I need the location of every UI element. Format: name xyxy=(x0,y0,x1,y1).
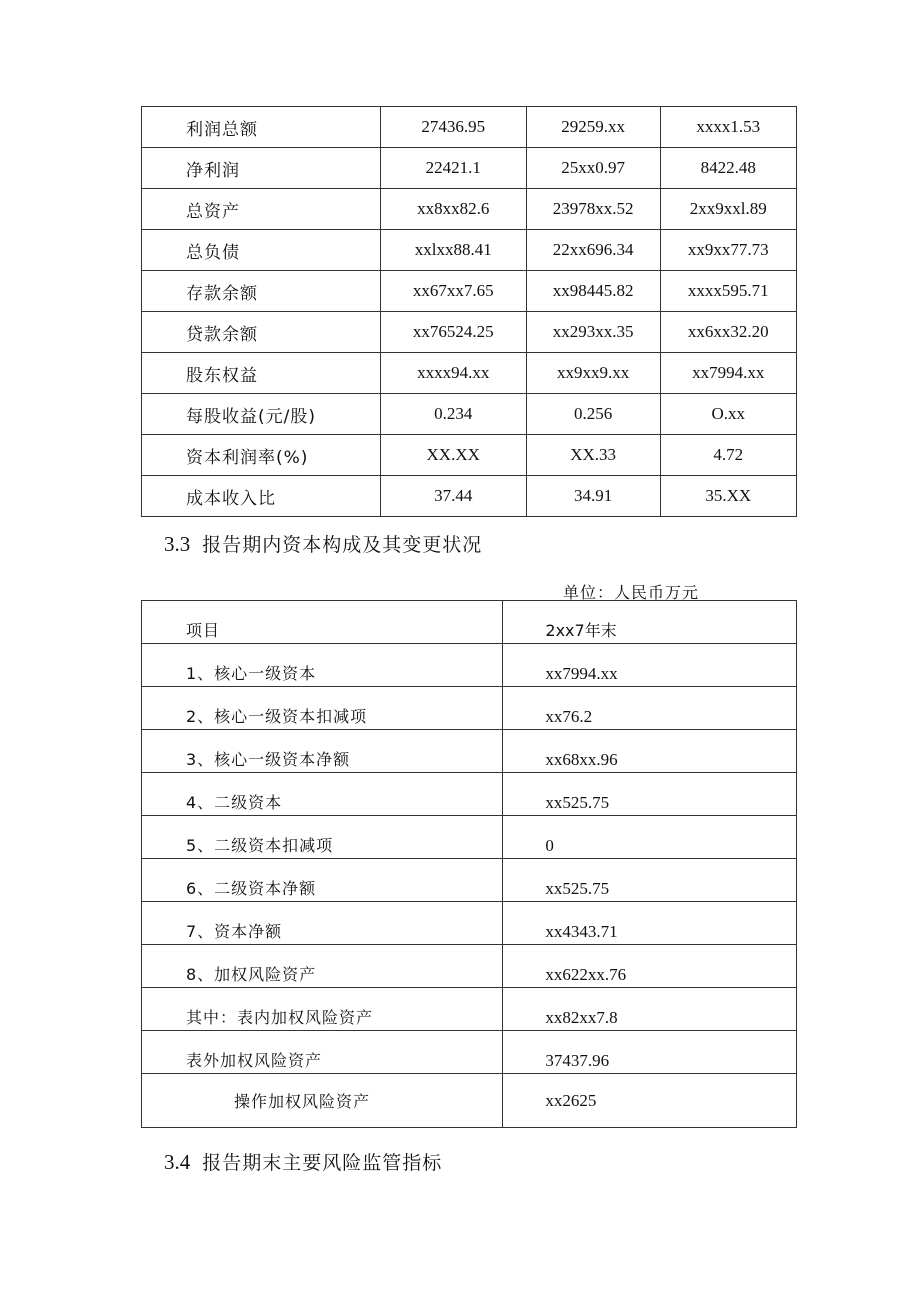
value-col-2: 22xx696.34 xyxy=(526,230,660,271)
table-row xyxy=(142,988,797,1031)
row-label: 成本收入比 xyxy=(142,476,381,517)
value-col-3: xx6xx32.20 xyxy=(660,312,796,353)
item-value: xx4343.71 xyxy=(503,902,797,945)
item-label: 其中：表内加权风险资产 xyxy=(142,988,503,1031)
row-label: 利润总额 xyxy=(142,107,381,148)
value-col-2: 23978xx.52 xyxy=(526,189,660,230)
value-col-2: xx9xx9.xx xyxy=(526,353,660,394)
table-row xyxy=(142,312,797,353)
row-label: 资本利润率(%) xyxy=(142,435,381,476)
row-label: 总负债 xyxy=(142,230,381,271)
value-col-2: 25xx0.97 xyxy=(526,148,660,189)
value-col-2: XX.33 xyxy=(526,435,660,476)
item-label: 5、二级资本扣减项 xyxy=(142,816,503,859)
value-col-2: xx293xx.35 xyxy=(526,312,660,353)
table-row xyxy=(142,902,797,945)
row-label: 股东权益 xyxy=(142,353,381,394)
section-title: 报告期末主要风险监管指标 xyxy=(202,1152,443,1174)
value-col-3: xxxx1.53 xyxy=(660,107,796,148)
item-label: 8、加权风险资产 xyxy=(142,945,503,988)
item-value: xx525.75 xyxy=(503,773,797,816)
value-col-3: O.xx xyxy=(660,394,796,435)
value-col-1: 0.234 xyxy=(380,394,526,435)
item-value: 37437.96 xyxy=(503,1031,797,1074)
item-label: 操作加权风险资产 xyxy=(142,1074,503,1128)
table-row xyxy=(142,230,797,271)
unit-label: 单位：人民币万元 xyxy=(563,583,700,602)
row-label: 每股收益(元/股) xyxy=(142,394,381,435)
value-col-3: xx7994.xx xyxy=(660,353,796,394)
item-label: 4、二级资本 xyxy=(142,773,503,816)
table-row xyxy=(142,476,797,517)
capital-composition-table xyxy=(141,600,797,1128)
value-col-3: 35.XX xyxy=(660,476,796,517)
item-value: xx525.75 xyxy=(503,859,797,902)
item-label: 2、核心一级资本扣减项 xyxy=(142,687,503,730)
table-row xyxy=(142,945,797,988)
value-col-1: xx67xx7.65 xyxy=(380,271,526,312)
value-col-3: 4.72 xyxy=(660,435,796,476)
value-col-2: 34.91 xyxy=(526,476,660,517)
table-row xyxy=(142,816,797,859)
item-label: 7、资本净额 xyxy=(142,902,503,945)
table-row xyxy=(142,353,797,394)
item-label: 1、核心一级资本 xyxy=(142,644,503,687)
item-value: xx68xx.96 xyxy=(503,730,797,773)
row-label: 存款余额 xyxy=(142,271,381,312)
row-label: 贷款余额 xyxy=(142,312,381,353)
value-col-2: 29259.xx xyxy=(526,107,660,148)
table-row xyxy=(142,687,797,730)
value-col-1: 22421.1 xyxy=(380,148,526,189)
table-row xyxy=(142,394,797,435)
item-label: 6、二级资本净额 xyxy=(142,859,503,902)
section-3-3-heading xyxy=(164,530,482,557)
value-col-3: xxxx595.71 xyxy=(660,271,796,312)
value-col-2: 0.256 xyxy=(526,394,660,435)
value-col-1: 37.44 xyxy=(380,476,526,517)
table-row xyxy=(142,773,797,816)
item-label: 3、核心一级资本净额 xyxy=(142,730,503,773)
value-col-3: 8422.48 xyxy=(660,148,796,189)
row-label: 总资产 xyxy=(142,189,381,230)
value-col-1: xxlxx88.41 xyxy=(380,230,526,271)
value-col-2: xx98445.82 xyxy=(526,271,660,312)
section-number: 3.4 xyxy=(164,1150,191,1174)
table-row xyxy=(142,859,797,902)
table-row xyxy=(142,435,797,476)
table-row xyxy=(142,189,797,230)
value-col-1: XX.XX xyxy=(380,435,526,476)
value-col-1: xx76524.25 xyxy=(380,312,526,353)
table-row xyxy=(142,271,797,312)
item-value: 0 xyxy=(503,816,797,859)
section-number: 3.3 xyxy=(164,532,191,556)
table-row xyxy=(142,730,797,773)
item-label: 表外加权风险资产 xyxy=(142,1031,503,1074)
table-header-row xyxy=(142,601,797,644)
financial-summary-table xyxy=(141,106,797,517)
item-value: xx2625 xyxy=(503,1074,797,1128)
item-value: xx76.2 xyxy=(503,687,797,730)
table-row xyxy=(142,1031,797,1074)
item-value: xx7994.xx xyxy=(503,644,797,687)
value-col-1: 27436.95 xyxy=(380,107,526,148)
value-col-3: 2xx9xxl.89 xyxy=(660,189,796,230)
table-row xyxy=(142,1074,797,1128)
value-col-3: xx9xx77.73 xyxy=(660,230,796,271)
table-row xyxy=(142,107,797,148)
row-label: 净利润 xyxy=(142,148,381,189)
table-row xyxy=(142,644,797,687)
header-year-label: 2xx7年末 xyxy=(503,601,797,644)
header-item-label: 项目 xyxy=(142,601,503,644)
value-col-1: xx8xx82.6 xyxy=(380,189,526,230)
section-title: 报告期内资本构成及其变更状况 xyxy=(202,534,483,556)
section-3-4-heading xyxy=(164,1148,442,1175)
item-value: xx622xx.76 xyxy=(503,945,797,988)
item-value: xx82xx7.8 xyxy=(503,988,797,1031)
value-col-1: xxxx94.xx xyxy=(380,353,526,394)
table-row xyxy=(142,148,797,189)
